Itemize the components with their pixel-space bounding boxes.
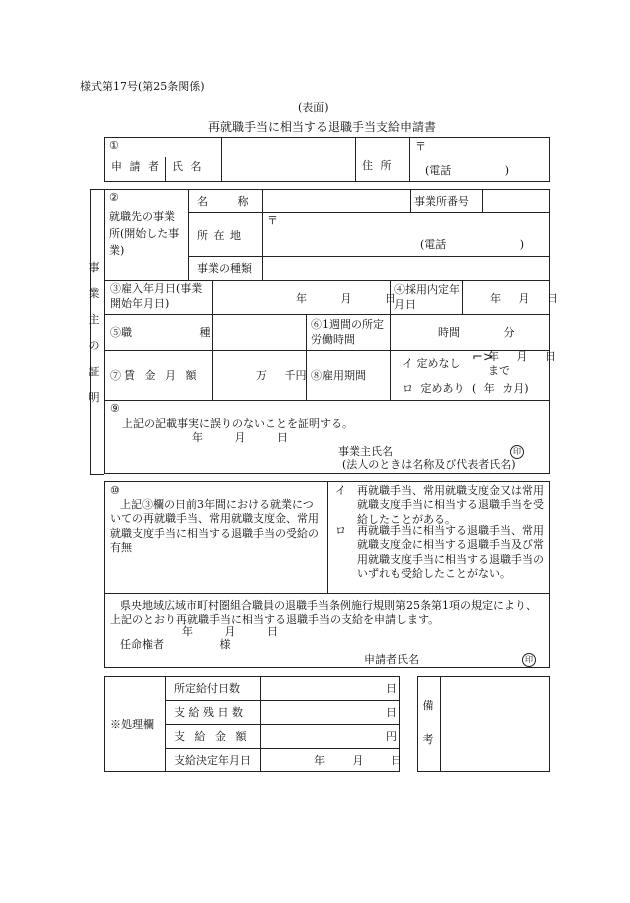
employment-period-label: ⑧雇用期間	[311, 369, 366, 382]
certification-date: 年 月 日	[192, 431, 288, 444]
processing-row-label: 支給決定年月日	[174, 754, 251, 767]
address-label: 住 所	[362, 159, 394, 172]
weekly-hours-value: 時間 分	[438, 326, 515, 339]
period-none-option: イ 定めなし	[402, 357, 461, 370]
employer-name-note: (法人のときは名称及び代表者氏名)	[342, 458, 516, 471]
applicant-number: ①	[109, 139, 119, 152]
form-title: 再就職手当に相当する退職手当支給申請書	[208, 120, 437, 134]
period-bracket-mark: ⌐>	[472, 350, 494, 365]
office-address-label: 所 在 地	[197, 229, 241, 242]
certification-statement: 上記の記載事実に誤りのないことを証明する。	[122, 417, 353, 430]
option-i-mark: イ	[335, 484, 346, 497]
processing-row-unit: 日	[386, 706, 397, 719]
processing-row-label: 支 給 残 日 数	[174, 706, 243, 719]
wage-label: ⑦賃 金 月 額	[110, 369, 200, 382]
job-type-label: ⑤職 種	[110, 326, 211, 339]
appointer-label: 任命権者 様	[120, 638, 231, 651]
option-i-text: 再就職手当、常用就職支度金又は常用就職支度手当に相当する退職手当を受給したことがある。	[357, 484, 544, 526]
processing-row-unit: 日	[386, 682, 397, 695]
applicant-postal-mark: 〒	[415, 140, 426, 153]
processing-row-label: 支 給 金 額	[174, 730, 247, 743]
prior-receipt-question: 上記③欄の日前3年間における就業についての再就職手当、常用就職支度金、常用就職支度手当に相当する退職手当の受給の有無	[110, 498, 319, 554]
remarks-box	[417, 676, 550, 772]
form-number: 様式第17号(第25条関係)	[80, 80, 205, 93]
employer-certification-vertical-label: 事 業 主 の 証 明	[88, 261, 100, 404]
processing-row-unit: 円	[386, 730, 397, 743]
business-type-label: 事業の種類	[197, 262, 252, 275]
application-date: 年 月 日	[182, 625, 278, 638]
processing-row-unit: 年 月 日	[314, 754, 402, 767]
certification-number: ⑨	[110, 402, 120, 415]
processing-label: ※処理欄	[110, 718, 154, 731]
office-label: 就職先の事業所(開始した事業)	[109, 210, 180, 258]
applicant-name-label: 申請者氏名	[364, 653, 419, 666]
adoption-date-value: 年 月 日	[490, 292, 558, 305]
hire-date-value: 年 月 日	[296, 292, 396, 305]
remarks-label: 備 考	[422, 699, 434, 746]
processing-row-label: 所定給付日数	[174, 682, 240, 695]
application-statement: 県央地域広域市町村圏組合職員の退職手当条例施行規則第25条第1項の規定により、上記のとおり再就職手当に相当する退職手当の支給を申請します。	[110, 599, 537, 627]
period-date-value: 年 月 日	[488, 350, 556, 363]
office-name-label: 名 称	[197, 195, 249, 208]
period-fixed-option: ロ 定めあり ( 年 カ月)	[402, 382, 529, 395]
adoption-date-label: ④採用内定年月日	[394, 283, 460, 311]
wage-value: 万 千円	[256, 369, 307, 382]
applicant-phone: (電話 )	[425, 164, 510, 177]
office-phone: (電話 )	[420, 238, 525, 251]
option-ro-text: 再就職手当に相当する退職手当、常用就職支度金に相当する退職手当及び常用就職支度手当に相当する退職手当のいずれも受給したことがない。	[357, 524, 544, 580]
employer-name-label: 事業主氏名	[338, 445, 393, 458]
applicant-seal-mark: 印	[522, 653, 536, 667]
office-number: ②	[109, 191, 119, 204]
option-ro-mark: ロ	[335, 524, 346, 537]
applicant-label: 申 請 者	[111, 160, 161, 173]
weekly-hours-label: ⑥1週間の所定労働時間	[311, 318, 384, 346]
name-label: 氏 名	[172, 160, 204, 173]
form-side: (表面)	[298, 101, 329, 114]
office-number-label: 事業所番号	[414, 195, 469, 208]
hire-date-label: ③雇入年月日(事業開始年月日)	[110, 282, 203, 310]
employer-seal-mark: 印	[510, 445, 524, 459]
receipt-number: ⑩	[110, 484, 120, 497]
office-postal-mark: 〒	[267, 214, 278, 227]
period-until: まで	[488, 364, 510, 377]
